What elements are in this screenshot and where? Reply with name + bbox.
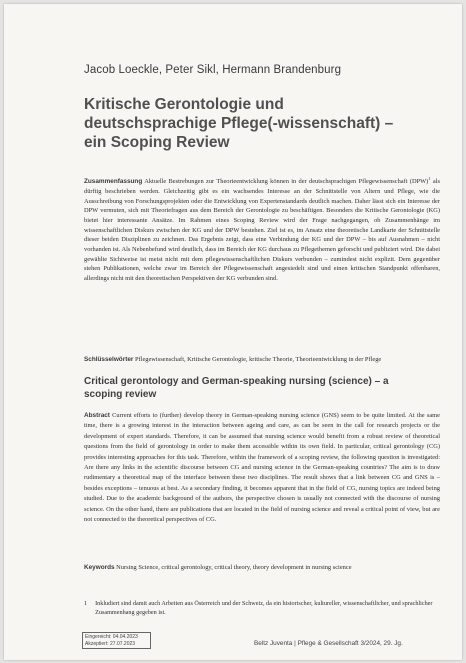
- abstract-german-text-end: als dürftig beschrieben werden. Gleichzeitig gibt es ein wachsendes Interesse an der Schnittstelle von Altern und Pflege, wie die Ausschreibung von Forschungsprojekten oder die Entwicklung von Expertenstandards deutlich machen. Daher lässt sich ein Interesse der DPW vermuten, sich mit Theoriefragen aus dem Bereich der Gerontologie zu beschäftigen. Besonders die Kritische Gerontologie (KG) bietet hier interessante Ansätze. Im Rahmen eines Scoping Review wird der Frage nachgegangen, ob Zusammenhänge im wissenschaftlichen Diskurs zwischen der KG und der DPW bestehen. Ziel ist es, im Ansatz eine theoretische Landkarte der Schnittstelle dieser beiden Disziplinen zu zeichnen. Das Ergebnis zeigt, dass eine Verbindung der KG und der DPW – bis auf Ausnahmen – nicht vorhanden ist. Als Nebenbefund wird deutlich, dass im Bereich der KG durchaus zu Pflegethemen geforscht und publiziert wird. Die dabei gewählte Sichtweise ist meist nicht mit dem pflegewissenschaftlichen Diskurs verbunden – zumindest nicht explizit. Dem gegenüber stehen Publikationen, welche zwar im Bereich der Pflegewissenschaft angesiedelt sind und einen kritischen Standpunkt offenbaren, allerdings nicht mit den theoretischen Perspektiven der KG verbunden sind.: [84, 178, 440, 283]
- page-footer: Beltz Juventa | Pflege & Gesellschaft 3/2024, 29. Jg.: [254, 640, 403, 647]
- keywords-english-text: Nursing Science, critical gerontology, critical theory, theory development in nursing science: [116, 564, 352, 571]
- footnote-number: 1: [84, 600, 88, 607]
- keywords-german: [84, 355, 440, 365]
- keywords-english: [84, 564, 440, 571]
- keywords-english-label: Keywords: [84, 564, 115, 571]
- abstract-german-label: Zusammenfassung: [84, 178, 143, 186]
- abstract-german-text-start: Aktuelle Bestrebungen zur Theorieentwicklung können in der deutschsprachigen Pflegewissenschaft (DPW): [144, 178, 429, 186]
- footnote-text: Inkludiert sind damit auch Arbeiten aus Österreich und der Schweiz, da ein historischer, kultureller, wissenschaftlicher, und sprachlicher Zusammenhang gegeben ist.: [95, 600, 433, 616]
- article-title-english: Critical gerontology and German-speaking nursing (science) – a scoping review: [84, 376, 389, 400]
- footnote: [84, 599, 440, 617]
- keywords-german-label: Schlüsselwörter: [84, 356, 134, 363]
- keywords-german-text: Pflegewissenschaft, Kritische Gerontologie, kritische Theorie, Theorieentwicklung in der Pflege: [134, 356, 382, 363]
- article-title-german: Kritische Gerontologie und deutschsprachige Pflege(-wissenschaft) – ein Scoping Review: [84, 96, 394, 151]
- abstract-english: [84, 411, 440, 525]
- journal-page: [4, 4, 462, 660]
- footnote-marker[interactable]: 1: [428, 176, 431, 181]
- abstract-german: [84, 174, 440, 284]
- received-date: Eingereicht: 04.04.2023: [85, 634, 138, 640]
- author-list: Jacob Loeckle, Peter Sikl, Hermann Brandenburg: [84, 64, 342, 76]
- abstract-english-text: Current efforts to (further) develop theory in German-speaking nursing science (GNS) seem to be quite limited. At the same time, there is a growing interest in the interaction between ageing and care, as can be seen in the call for research projects or the development of expert standards. Therefore, it can be assumed that nursing science would benefit from a robust review of theoretical questions from the field of gerontology in order to make them accessible within its own field. In particular, critical gerontology (CG) provides interesting approaches for this task. Therefore, within the framework of a scoping review, the following question is investigated: Are there any links in the scientific discourse between CG and nursing science in the German-speaking countries? The aim is to draw rudimentary a theoretical map of the interface between these two disciplines. The result shows that a link between CG and GNS is – besides exceptions – tenuous at best. As a secondary finding, it becomes apparent that in the field of CG, nursing topics are indeed being studied. Due to the academic background of the authors, the perspective chosen is usually not connected with the discourse of nursing science. On the other hand, there are publications that are located in the field of nursing science and reveal a critical point of view, but are not connected to the theoretical perspectives of CG.: [84, 412, 440, 524]
- submission-dates-box: [82, 632, 151, 649]
- accepted-date: Akzeptiert: 27.07.2023: [85, 640, 136, 647]
- abstract-english-label: Abstract: [84, 412, 110, 419]
